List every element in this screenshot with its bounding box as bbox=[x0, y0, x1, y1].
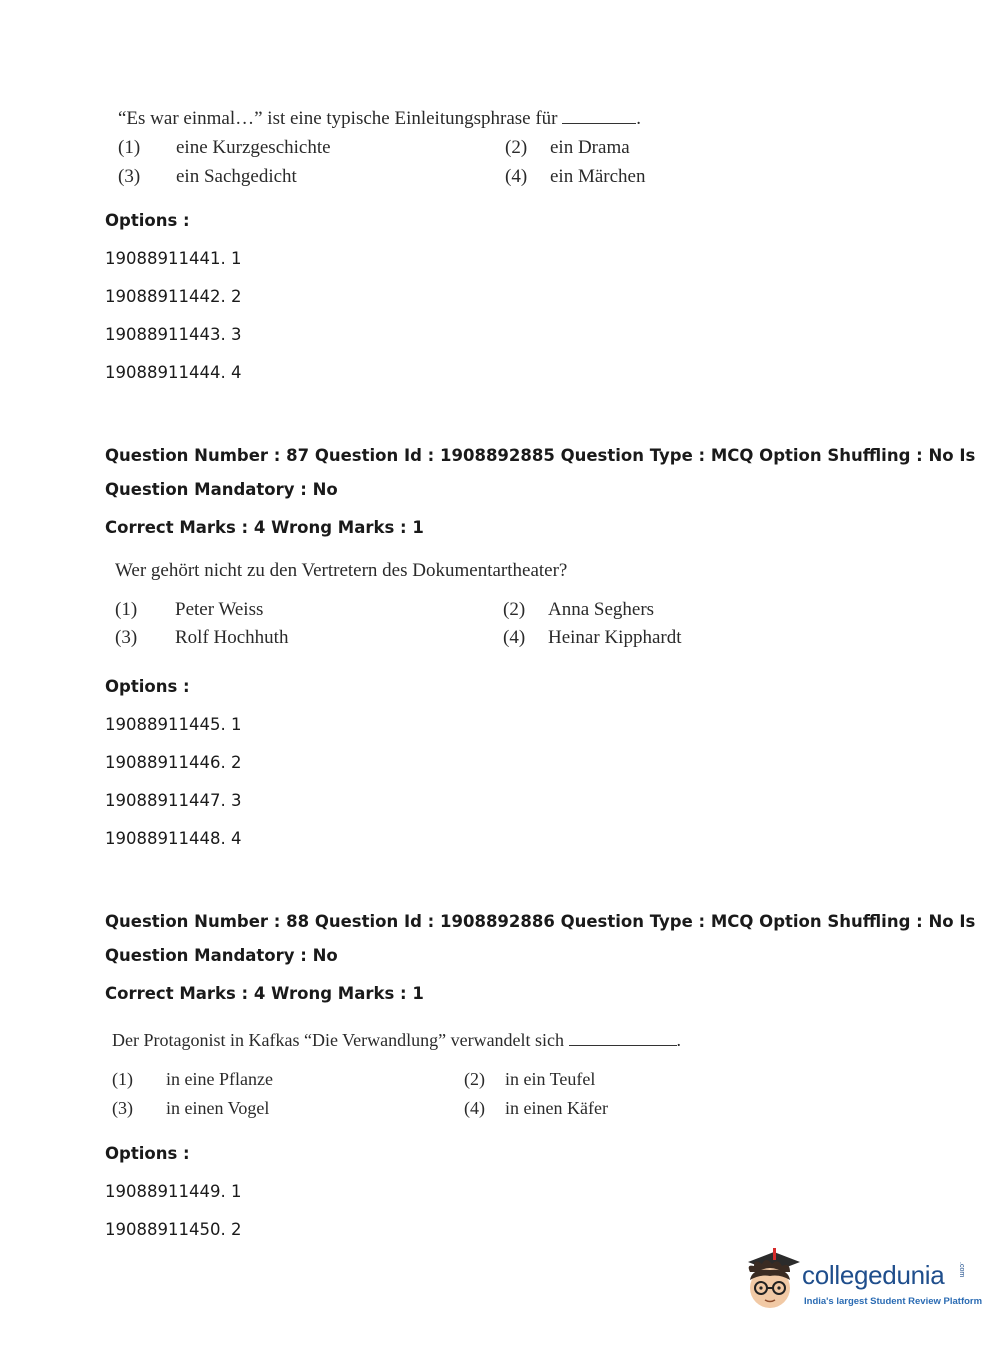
q87-option-1: 19088911445. 1 bbox=[105, 715, 242, 734]
q86-option-1: 19088911441. 1 bbox=[105, 249, 242, 268]
q86-choice-4-num: (4) bbox=[505, 166, 528, 187]
q87-choice-1-num: (1) bbox=[115, 599, 138, 620]
q87-option-2: 19088911446. 2 bbox=[105, 753, 242, 772]
q86-choice-4-text: ein Märchen bbox=[550, 166, 646, 187]
q86-choice-3-text: ein Sachgedicht bbox=[176, 166, 297, 187]
q88-choice-1-num: (1) bbox=[112, 1069, 133, 1089]
q88-choice-3-text: in einen Vogel bbox=[166, 1098, 270, 1118]
q87-choice-2-text: Anna Seghers bbox=[548, 599, 655, 620]
q86-choice-1-text: eine Kurzgeschichte bbox=[176, 137, 331, 158]
q87-choice-3-num: (3) bbox=[115, 627, 138, 648]
student-mascot-icon bbox=[740, 1246, 802, 1314]
q88-stem-text: Der Protagonist in Kafkas “Die Verwandlung” verwandelt sich bbox=[112, 1030, 565, 1050]
q86-stem bbox=[118, 108, 641, 130]
q86-stem-text: “Es war einmal…” ist eine typische Einleitungsphrase für bbox=[118, 108, 558, 129]
q87-choice-2-num: (2) bbox=[503, 599, 526, 620]
q86-blank bbox=[562, 122, 636, 124]
q87-stem: Wer gehört nicht zu den Vertretern des Dokumentartheater? bbox=[115, 560, 568, 581]
q88-choice-4-text: in einen Käfer bbox=[505, 1098, 608, 1118]
q87-options-label: Options : bbox=[105, 677, 190, 696]
q86-choice-1-num: (1) bbox=[118, 137, 141, 158]
q88-stem-end: . bbox=[676, 1030, 682, 1050]
q87-option-4: 19088911448. 4 bbox=[105, 829, 242, 848]
q87-header-line1: Question Number : 87 Question Id : 1908892885 Question Type : MCQ Option Shuffling : No Is bbox=[105, 446, 976, 465]
q87-choice-4-text: Heinar Kipphardt bbox=[548, 627, 682, 648]
q86-option-2: 19088911442. 2 bbox=[105, 287, 242, 306]
collegedunia-logo bbox=[740, 1246, 983, 1320]
q88-header-line2: Question Mandatory : No bbox=[105, 946, 338, 965]
logo-tagline: India's largest Student Review Platform bbox=[804, 1296, 983, 1307]
q88-choice-4-num: (4) bbox=[464, 1098, 485, 1118]
q87-choice-4-num: (4) bbox=[503, 627, 526, 648]
logo-suffix: .com bbox=[958, 1262, 965, 1278]
q88-header-line1: Question Number : 88 Question Id : 1908892886 Question Type : MCQ Option Shuffling : No Is bbox=[105, 912, 976, 931]
q88-choice-3-num: (3) bbox=[112, 1098, 133, 1118]
q87-marks: Correct Marks : 4 Wrong Marks : 1 bbox=[105, 518, 424, 537]
q86-option-3: 19088911443. 3 bbox=[105, 325, 242, 344]
q86-choice-3-num: (3) bbox=[118, 166, 141, 187]
q88-stem bbox=[112, 1030, 681, 1051]
q87-choice-1-text: Peter Weiss bbox=[175, 599, 264, 620]
q87-choice-3-text: Rolf Hochhuth bbox=[175, 627, 289, 648]
q86-option-4: 19088911444. 4 bbox=[105, 363, 242, 382]
q88-blank bbox=[569, 1044, 677, 1046]
q88-choice-2-text: in ein Teufel bbox=[505, 1069, 596, 1089]
q86-stem-end: . bbox=[636, 108, 642, 129]
q88-options-label: Options : bbox=[105, 1144, 190, 1163]
q88-marks: Correct Marks : 4 Wrong Marks : 1 bbox=[105, 984, 424, 1003]
q86-choice-2-num: (2) bbox=[505, 137, 528, 158]
q87-option-3: 19088911447. 3 bbox=[105, 791, 242, 810]
logo-wordmark: collegedunia bbox=[802, 1260, 945, 1290]
q88-choice-2-num: (2) bbox=[464, 1069, 485, 1089]
q88-choice-1-text: in eine Pflanze bbox=[166, 1069, 273, 1089]
q88-option-2: 19088911450. 2 bbox=[105, 1220, 242, 1239]
q86-options-label: Options : bbox=[105, 211, 190, 230]
q87-header-line2: Question Mandatory : No bbox=[105, 480, 338, 499]
q88-option-1: 19088911449. 1 bbox=[105, 1182, 242, 1201]
q86-choice-2-text: ein Drama bbox=[550, 137, 630, 158]
